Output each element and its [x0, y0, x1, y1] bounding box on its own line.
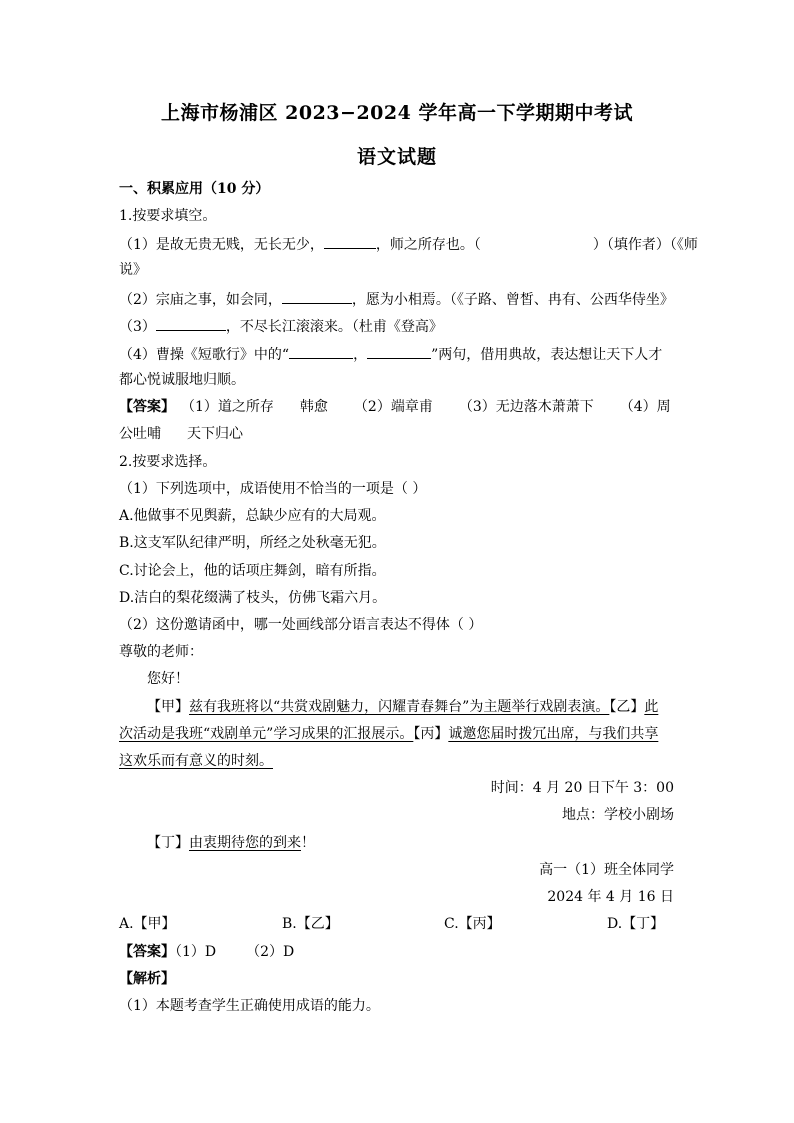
answer-blank: [324, 233, 376, 249]
q1-item-1: （1）是故无贵无贱，无长无少， ，师之所存也。（ ）（填作者）（《师: [119, 233, 698, 255]
q2-sub-2: （2）这份邀请函中，哪一处画线部分语言表达不得体（ ）: [119, 617, 483, 633]
analysis-text: （1）本题考查学生正确使用成语的能力。: [119, 998, 380, 1014]
q2-sub-1: （1）下列选项中，成语使用不恰当的一项是（ ）: [119, 481, 427, 497]
choice-b: B.【乙】: [282, 916, 339, 932]
page-title: 上海市杨浦区 2023−2024 学年高一下学期期中考试: [161, 102, 633, 124]
section-heading: 一、积累应用（10 分）: [119, 181, 270, 197]
answer-blank: [282, 288, 352, 304]
choice-d: D.【丁】: [607, 916, 665, 932]
question-2-stem: 2.按要求选择。: [119, 454, 217, 470]
page-subtitle: 语文试题: [356, 146, 437, 168]
letter-paragraph-cont: 次活动是我班“戏剧单元”学习成果的汇报展示。【丙】诚邀您届时拨冗出席，与我们共享: [119, 726, 659, 742]
q1-item-3: （3） ，不尽长江滚滚来。（杜甫《登高》: [119, 315, 443, 337]
option-d: D.洁白的梨花缀满了枝头，仿佛飞霜六月。: [119, 590, 387, 606]
choice-a: A.【甲】: [119, 916, 176, 932]
letter-paragraph: 【甲】兹有我班将以“共赏戏剧魅力，闪耀青春舞台”为主题举行戏剧表演。【乙】此: [147, 699, 659, 715]
q1-answer: 【答案】 （1）道之所存 韩愈 （2）端章甫 （3）无边落木萧萧下 （4）周: [119, 399, 671, 415]
q1-answer-cont: 公吐哺 天下归心: [119, 426, 243, 442]
letter-sender: 高一（1）班全体同学: [539, 862, 674, 878]
q1-item-4-cont: 都心悦诚服地归顺。: [119, 372, 245, 388]
letter-paragraph-end: 这欢乐而有意义的时刻。: [119, 753, 273, 769]
option-a: A.他做事不见舆薪，总缺少应有的大局观。: [119, 508, 386, 524]
letter-closing: 【丁】由衷期待您的到来！: [147, 835, 315, 851]
option-b: B.这支军队纪律严明，所经之处秋毫无犯。: [119, 535, 386, 551]
option-c: C.讨论会上，他的话项庄舞剑，暗有所指。: [119, 563, 386, 579]
letter-salutation: 尊敬的老师：: [119, 644, 203, 660]
analysis-label: 【解析】: [119, 971, 175, 987]
letter-date: 2024 年 4 月 16 日: [547, 889, 674, 905]
answer-blank: [367, 343, 431, 359]
letter-time: 时间：4 月 20 日下午 3：00: [490, 780, 674, 796]
question-1-stem: 1.按要求填空。: [119, 208, 217, 224]
answer-blank: [289, 343, 353, 359]
letter-place: 地点：学校小剧场: [562, 807, 674, 823]
answer-blank: [156, 315, 226, 331]
q1-item-2: （2）宗庙之事，如会同， ，愿为小相焉。（《子路、曾皙、冉有、公西华侍坐》: [119, 288, 674, 310]
q1-item-1-cont: 说》: [119, 262, 147, 278]
letter-greeting: 您好！: [147, 671, 189, 687]
choice-c: C.【丙】: [444, 916, 501, 932]
q1-item-4: （4）曹操《短歌行》中的“ ， ”两句，借用典故，表达想让天下人才: [119, 343, 662, 365]
q2-answer: 【答案】（1）D （2）D: [119, 944, 295, 960]
